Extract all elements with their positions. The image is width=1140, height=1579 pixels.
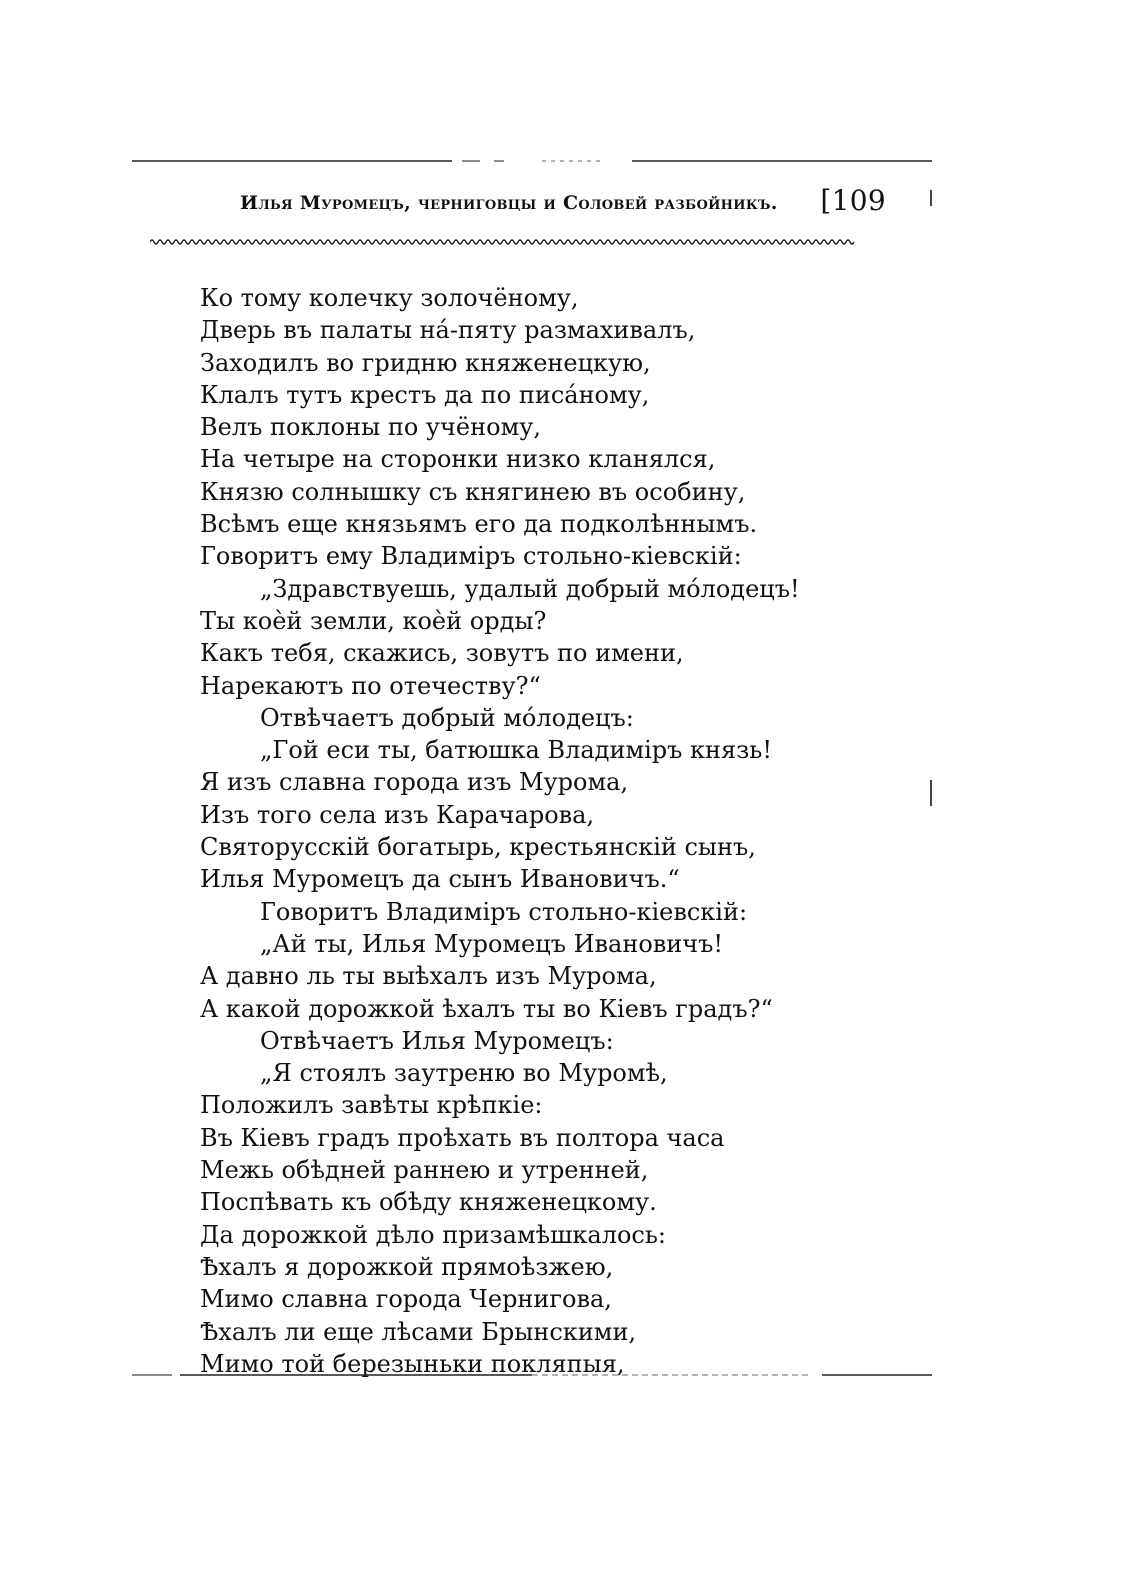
margin-mark xyxy=(930,780,932,806)
poem-line: Мимо той березыньки покляпыя, xyxy=(200,1349,625,1378)
poem-line: „Ай ты, Илья Муромецъ Ивановичъ! xyxy=(260,929,724,958)
poem-line: Въ Кіевъ градъ проѣхать въ полтора часа xyxy=(200,1123,725,1152)
poem-line: Заходилъ во гридню княженецкую, xyxy=(200,348,651,377)
margin-mark xyxy=(930,190,932,206)
poem-line: А давно ль ты выѣхалъ изъ Мурома, xyxy=(200,962,657,991)
poem-line: Положилъ завѣты крѣпкіе: xyxy=(200,1091,543,1120)
poem-line: Поспѣвать къ обѣду княженецкому. xyxy=(200,1188,657,1217)
poem-line: Ты коѐй земли, коѐй орды? xyxy=(200,606,547,635)
poem-line: Да дорожкой дѣло призамѣшкалось: xyxy=(200,1220,667,1249)
page-number: [109 xyxy=(820,184,886,217)
poem-line: Изъ того села изъ Карачарова, xyxy=(200,800,595,829)
poem-line: Отвѣчаетъ добрый мо́лодецъ: xyxy=(260,703,634,732)
poem-line: Мимо славна города Чернигова, xyxy=(200,1285,612,1314)
poem-line: Отвѣчаетъ Илья Муромецъ: xyxy=(260,1026,614,1055)
running-header xyxy=(240,184,900,224)
wavy-rule xyxy=(150,236,885,248)
poem-line: Ѣхалъ ли еще лѣсами Брынскими, xyxy=(200,1317,637,1346)
poem-text xyxy=(200,282,840,1380)
poem-line: „Гой еси ты, батюшка Владиміръ князь! xyxy=(260,736,772,765)
poem-line: Всѣмъ еще князьямъ его да подколѣннымъ. xyxy=(200,510,758,539)
poem-line: Велъ поклоны по учёному, xyxy=(200,413,541,442)
poem-line: Святорусскій богатырь, крестьянскій сынъ, xyxy=(200,833,756,862)
poem-line: „Я стоялъ заутреню во Муромѣ, xyxy=(260,1059,668,1088)
poem-line: Клалъ тутъ крестъ да по писа́ному, xyxy=(200,380,650,409)
poem-line: А какой дорожкой ѣхалъ ты во Кіевъ градъ?“ xyxy=(200,994,773,1023)
running-title: Илья Муромецъ, черниговцы и Соловей разбойникъ. xyxy=(240,192,778,214)
poem-line: Межь обѣдней раннею и утренней, xyxy=(200,1156,649,1185)
bottom-rule xyxy=(132,1372,932,1378)
poem-line: Нарекаютъ по отечеству?“ xyxy=(200,671,541,700)
poem-line: „Здравствуешь, удалый добрый мо́лодецъ! xyxy=(260,574,800,603)
poem-line: Говоритъ Владиміръ стольно-кіевскій: xyxy=(260,897,748,926)
poem-line: Дверь въ палаты на́-пяту размахивалъ, xyxy=(200,316,696,345)
poem-line: На четыре на сторонки низко кланялся, xyxy=(200,445,716,474)
poem-line: Ѣхалъ я дорожкой прямоѣзжею, xyxy=(200,1252,614,1281)
poem-line: Какъ тебя, скажись, зовутъ по имени, xyxy=(200,639,684,668)
top-rule xyxy=(132,158,932,164)
poem-line: Илья Муромецъ да сынъ Ивановичъ.“ xyxy=(200,865,680,894)
poem-line: Князю солнышку съ княгинею въ особину, xyxy=(200,477,746,506)
poem-line: Говоритъ ему Владиміръ стольно-кіевскій: xyxy=(200,542,742,571)
poem-line: Ко тому колечку золочёному, xyxy=(200,284,579,312)
poem-line: Я изъ славна города изъ Мурома, xyxy=(200,768,629,797)
